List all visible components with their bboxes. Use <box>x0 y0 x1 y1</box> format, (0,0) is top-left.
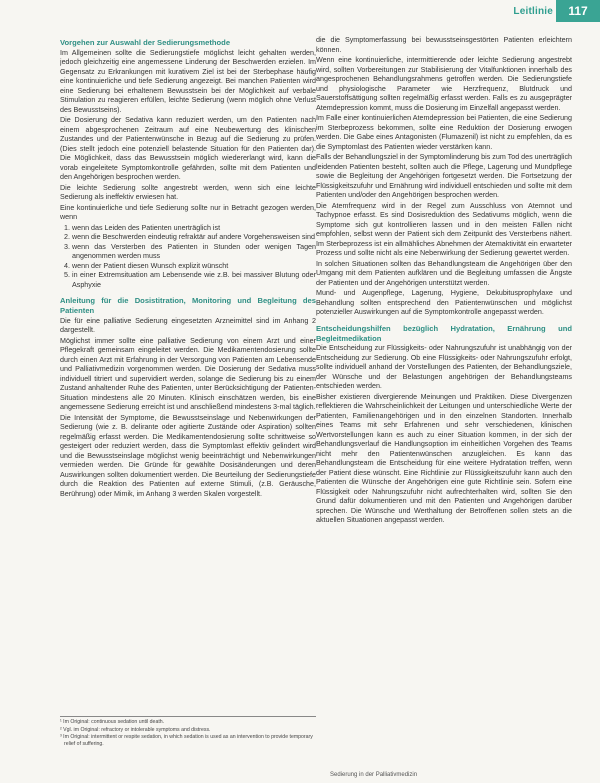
criteria-list <box>60 224 316 291</box>
paragraph: Möglichst immer sollte eine palliative Sedierung von einem Arzt und einer Pflegekraft gemeinsam eingeleitet werden. Die Medikamentendosierung sollte durch einen Arzt mit Erfahrung in der Versorgung von Patienten am Lebensende und Palliativmedizin vorgenommen werden. Die Dosierung der Sedativa muss individuell titriert und supervidiert werden, solange die Sedierung bis zu einem Zustand anhaltender Ruhe des Patienten, unter Berücksichtigung der Patienten-Situation mindestens alle 20 Minuten. Klinisch einschätzen werden, bis eine angemessene Sedierung erreicht ist und anschließend mindestens 3-mal täglich. <box>60 336 316 412</box>
footnote: ² Vgl. im Original: refractory or intolerable symptoms and distress. <box>60 726 211 733</box>
list-item: 4. wenn der Patient diesen Wunsch explizit wünscht <box>72 262 316 272</box>
paragraph: Die Entscheidung zur Flüssigkeits- oder Nahrungszufuhr ist unabhängig von der Entscheidung zur Sedierung. Ob eine Flüssigkeits- oder Nahrungszufuhr erfolgt, sollte individuell anhand der Vorstellungen des Patienten, der Behandlungsziele, der Wünsche und der Belastungen angehörigen der Behandlungsteams entschieden werden. <box>316 344 572 391</box>
paragraph: Im Allgemeinen sollte die Sedierungstiefe möglichst leicht gehalten werden, jedoch gleichzeitig eine angemessene Linderung der Beschwerden erzielen. Im Gegensatz zu Erkrankungen mit kurativem Ziel ist bei der Sterbephase häufig eine kontinuierliche und tiefe Sedierung angezeigt. Bei manchen Patienten wird eine Sedierung bei erhaltenem Bewusstsein bei der Möglichkeit auf verbale Stimulation zu reagieren erfüllen, leichte Sedierung (wenn möglich ohne Verlust des Bewusstseins). <box>60 48 316 114</box>
section-heading-sedation-method: Vorgehen zur Auswahl der Sedierungsmethode <box>60 38 231 47</box>
paragraph: Mund- und Augenpflege, Lagerung, Hygiene, Dekubitusprophylaxe und Behandlung sollten entsprechend den Patientenwünschen und möglichst potenzieller Auswirkungen auf die Symptomkontrolle angepasst werden. <box>316 289 572 317</box>
paragraph: Bisher existieren divergierende Meinungen und Praktiken. Diese Divergenzen reflektieren die Wahrscheinlichkeit der Leitungen und unterschiedliche Werte der Patienten, Familienangehörigen und in den einzelnen Standorten. Innerhalb eines Teams mit sehr Erfahrenen und sehr verschiedenen, klinischen Wertvorstellungen kann es auch zu einer Situation kommen, in der sich der Behandlungsverlauf die Handlungsoption im einheitlichen Vorgehen des Teams nicht mehr den Patientenwünschen anzugleichen. Es kann das Behandlungsteam die Entscheidung für eine weitere Hydratation treffen, wenn der Patient diese wünscht. Eine Richtlinie zur Flüssigkeitszufuhr kann auch den Patienten die Wünsche der Angehörigen eine gute Richtlinie sein. Sofern eine Flüssigkeit oder Nahrungszufuhr nicht aufrechterhalten wird, sollten Sie den Grund dafür dokumentieren und mit den Patienten und Angehörigen darüber sprechen. Die Wünsche und Werthaltung der Betroffenen sollen stets an die aktuellen Situationen angepasst werden. <box>316 392 572 525</box>
paragraph: Die Atemfrequenz wird in der Regel zum Ausschluss von Atemnot und Tachypnoe erfasst. Es sind Dosisreduktion des Sedativums möglich, wenn die Symptome sich gut kontrollieren lassen und in den meisten Fällen nicht empfohlen, selbst wenn der Patient sich dem Zeitpunkt des Versterbens nähert. Im Sterbeprozess ist ein allmähliches Abnehmen der Atemaktivität ein erwarteter Prozess und sollte nicht als eine Nebenwirkung der Sedierung gewertet werden. <box>316 201 572 258</box>
paragraph: Die Dosierung der Sedativa kann reduziert werden, um den Patienten nach einem abgesprochenen Zeitraum auf eine Neubewertung des klinischen Zustandes und der Patientenwünsche in Bezug auf die Sedierung zu prüfen. (Dies stellt jedoch eine potenziell belastende Situation für den Patienten dar). Die Möglichkeit, dass das Bewusstsein möglich wiedererlangt wird, kann die vorab eingeleitete Symptomkontrolle gefährden, sollte mit dem Patienten und den Angehörigen besprochen werden. <box>60 116 316 182</box>
section-label: Leitlinie <box>513 6 553 17</box>
section-heading-hydration: Entscheidungshilfen bezüglich Hydratation, Ernährung und Begleitmedikation <box>316 323 572 343</box>
paragraph: Eine kontinuierliche und tiefe Sedierung sollte nur in Betracht gezogen werden, wenn <box>60 203 316 222</box>
paragraph: Die leichte Sedierung sollte angestrebt werden, wenn sich eine leichte Sedierung als ineffektiv erwiesen hat. <box>60 183 316 202</box>
section-heading-dose-titration: Anleitung für die Dosistitration, Monitoring und Begleitung des Patienten <box>60 296 316 316</box>
paragraph: Wenn eine kontinuierliche, intermittierende oder leichte Sedierung angestrebt wird, sollten Vorbereitungen zur Stabilisierung der Vitalfunktionen innerhalb des angesprochenen Behandlungsrahmens getroffen werden. Die Sedierungstiefe und physiologische Parameter wie Herzfrequenz, Blutdruck und Sauerstoffsättigung sollten regelmäßig erfasst werden. Falls es zu ausgeprägter Atemdepression kommt, muss die Dosierung im Einzelfall angepasst werden. <box>316 56 572 112</box>
footnotes <box>60 716 316 748</box>
paragraph: Die Intensität der Symptome, die Bewusstseinslage und Nebenwirkungen der Sedierung (wie z. B. delirante oder agitierte Zustände oder Aspiration) sollten regelmäßig erfasst werden. Die Medikamentendosierung sollte schrittweise so gesteigert oder reduziert werden, dass die Symptomlast effektiv gelindert wird und die Bewusstseinslage möglichst wenig beeinträchtigt und Nebenwirkungen vermieden werden. Die Gründe für gewählte Dosisänderungen und deren Auswirkungen sollten dokumentiert werden. Die Beurteilung der Sedierungstiefe durch die Reaktion des Patienten auf externe Stimuli, (z.B. Geräusche, Berührung) oder Mimik, im Anhang 3 werden Skalen vorgestellt. <box>60 413 316 498</box>
paragraph: Im Falle einer kontinuierlichen Atemdepression bei Patienten, die eine Sedierung im Sterbeprozess bekommen, sollte eine Reduktion der Dosierung erwogen werden. Die Gabe eines Antagonisten (Flumazenil) ist nicht zu empfehlen, da es die Symptomlast des Patienten wieder verstärken kann. <box>316 114 572 151</box>
paragraph: Die für eine palliative Sedierung eingesetzten Arzneimittel sind im Anhang 2 dargestellt. <box>60 316 316 335</box>
list-item: 5. in einer Extremsituation am Lebensende wie z.B. bei massiver Blutung oder Asphyxie <box>72 271 316 290</box>
paragraph: die die Symptomerfassung bei bewusstseinsgestörten Patienten erleichtern können. <box>316 36 572 54</box>
list-item: 1. wenn das Leiden des Patienten unerträglich ist <box>72 224 316 234</box>
footnote: ³ Im Original: intermittent or respite sedation, in which sedation is used as an intervention to provide temporary relief of suffering. <box>60 734 313 747</box>
page-number-badge: 117 <box>556 0 600 22</box>
left-column <box>60 36 316 748</box>
right-column <box>316 36 572 758</box>
list-item: 2. wenn die Beschwerden eindeutig refraktär auf andere Vorgehensweisen sind <box>72 233 316 243</box>
footnote: ¹ Im Original: continuous sedation until death. <box>60 719 165 725</box>
paragraph: In solchen Situationen sollten das Behandlungsteam die Angehörigen über den Umgang mit dem Patienten aufklären und die Begleitung umfassen die Ängste der Patienten und der Angehörigen unterstützt werden. <box>316 259 572 287</box>
list-item: 3. wenn das Versterben des Patienten in Stunden oder wenigen Tagen angenommen werden muss <box>72 243 316 262</box>
page-header <box>0 0 600 26</box>
paragraph: Falls der Behandlungsziel in der Symptomlinderung bis zum Tod des unerträglich leidenden Patienten besteht, sollten auch die Pflege, Lagerung und Mundpflege sowie die Begleitung der Angehörigen fortgesetzt werden. Die Fortsetzung der Flüssigkeitszufuhr und Ernährung wird individuell entschieden und sollte mit dem Patienten und/oder den Angehörigen besprochen werden. <box>316 153 572 200</box>
page-footer: Sedierung in der Palliativmedizin <box>330 772 418 778</box>
